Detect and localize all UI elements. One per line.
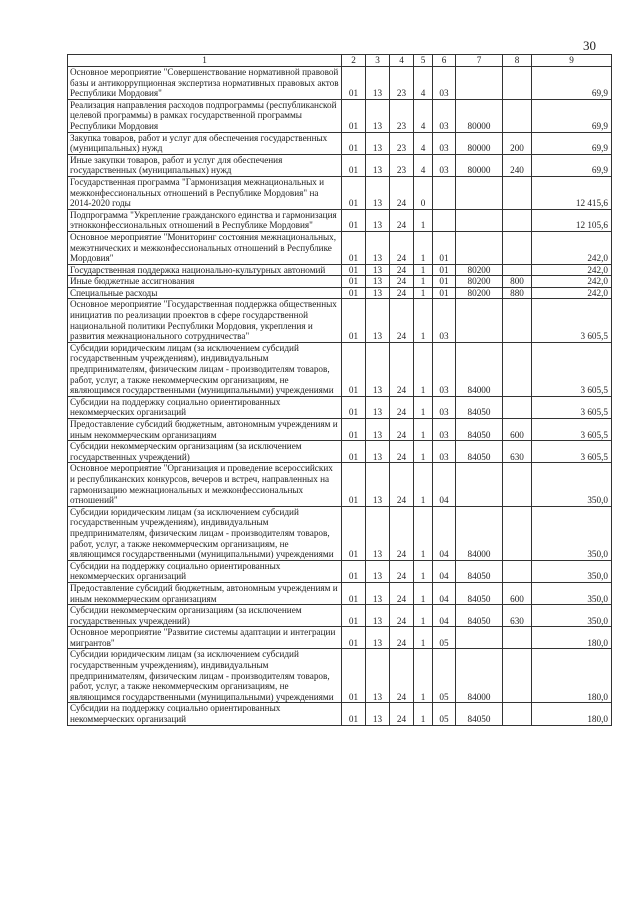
code-activity: 01 xyxy=(433,231,456,264)
code-subprogram: 1 xyxy=(414,582,433,604)
table-row xyxy=(68,605,612,627)
table-row xyxy=(68,67,612,100)
row-name: Иные бюджетные ассигнования xyxy=(68,276,342,288)
code-activity: 04 xyxy=(433,560,456,582)
code-subsection: 13 xyxy=(366,299,390,342)
amount: 242,0 xyxy=(532,287,612,299)
code-section: 01 xyxy=(342,287,366,299)
amount: 12 415,6 xyxy=(532,176,612,209)
code-direction: 80200 xyxy=(456,264,503,276)
code-subprogram: 4 xyxy=(414,99,433,132)
table-row xyxy=(68,441,612,463)
code-section: 01 xyxy=(342,441,366,463)
row-name: Основное мероприятие "Развитие системы адаптации и интеграции мигрантов" xyxy=(68,627,342,649)
code-section: 01 xyxy=(342,132,366,154)
table-row xyxy=(68,627,612,649)
code-section: 01 xyxy=(342,649,366,703)
code-direction: 84050 xyxy=(456,605,503,627)
code-section: 01 xyxy=(342,264,366,276)
table-row xyxy=(68,276,612,288)
code-subprogram: 0 xyxy=(414,176,433,209)
col-header: 5 xyxy=(414,55,433,67)
amount: 3 605,5 xyxy=(532,299,612,342)
amount: 69,9 xyxy=(532,132,612,154)
row-name: Государственная поддержка национально-культурных автономий xyxy=(68,264,342,276)
code-section: 01 xyxy=(342,209,366,231)
code-direction: 84050 xyxy=(456,560,503,582)
amount: 3 605,5 xyxy=(532,419,612,441)
code-expense-type xyxy=(503,99,532,132)
code-section: 01 xyxy=(342,560,366,582)
amount: 69,9 xyxy=(532,99,612,132)
code-direction xyxy=(456,299,503,342)
code-subsection: 13 xyxy=(366,582,390,604)
code-subsection: 13 xyxy=(366,396,390,418)
table-row xyxy=(68,99,612,132)
code-subprogram: 1 xyxy=(414,703,433,725)
code-subprogram: 1 xyxy=(414,441,433,463)
code-expense-type: 240 xyxy=(503,154,532,176)
code-program: 24 xyxy=(390,649,414,703)
col-header: 2 xyxy=(342,55,366,67)
code-subprogram: 1 xyxy=(414,506,433,560)
code-activity: 03 xyxy=(433,396,456,418)
code-section: 01 xyxy=(342,703,366,725)
budget-table xyxy=(67,54,612,726)
table-row xyxy=(68,560,612,582)
code-subprogram: 1 xyxy=(414,231,433,264)
amount: 242,0 xyxy=(532,264,612,276)
amount: 3 605,5 xyxy=(532,396,612,418)
code-subprogram: 1 xyxy=(414,627,433,649)
code-subsection: 13 xyxy=(366,176,390,209)
code-expense-type xyxy=(503,67,532,100)
code-section: 01 xyxy=(342,342,366,396)
code-subsection: 13 xyxy=(366,419,390,441)
code-direction: 84000 xyxy=(456,342,503,396)
col-header: 3 xyxy=(366,55,390,67)
row-name: Субсидии на поддержку социально ориентированных некоммерческих организаций xyxy=(68,703,342,725)
code-activity: 04 xyxy=(433,463,456,506)
code-section: 01 xyxy=(342,627,366,649)
table-row xyxy=(68,506,612,560)
row-name: Субсидии некоммерческим организациям (за исключением государственных учреждений) xyxy=(68,605,342,627)
code-subprogram: 1 xyxy=(414,649,433,703)
row-name: Основное мероприятие "Государственная поддержка общественных инициатив по реализации проектов в сфере государственной национальной политики Республики Мордовия, укрепления и развития межнационального сотрудничества" xyxy=(68,299,342,342)
code-activity: 04 xyxy=(433,605,456,627)
code-expense-type xyxy=(503,342,532,396)
row-name: Государственная программа "Гармонизация межнациональных и межконфессиональных отношений в Республике Мордовия" на 2014-2020 годы xyxy=(68,176,342,209)
code-subsection: 13 xyxy=(366,99,390,132)
code-program: 24 xyxy=(390,419,414,441)
code-program: 24 xyxy=(390,276,414,288)
code-subsection: 13 xyxy=(366,67,390,100)
code-activity xyxy=(433,209,456,231)
row-name: Закупка товаров, работ и услуг для обеспечения государственных (муниципальных) нужд xyxy=(68,132,342,154)
code-section: 01 xyxy=(342,299,366,342)
code-direction: 84050 xyxy=(456,582,503,604)
code-section: 01 xyxy=(342,154,366,176)
code-subsection: 13 xyxy=(366,287,390,299)
code-section: 01 xyxy=(342,463,366,506)
code-subsection: 13 xyxy=(366,154,390,176)
code-subsection: 13 xyxy=(366,276,390,288)
code-subsection: 13 xyxy=(366,627,390,649)
code-direction: 80000 xyxy=(456,132,503,154)
col-header: 6 xyxy=(433,55,456,67)
code-program: 23 xyxy=(390,132,414,154)
code-activity: 03 xyxy=(433,132,456,154)
code-section: 01 xyxy=(342,67,366,100)
code-program: 24 xyxy=(390,396,414,418)
col-header: 8 xyxy=(503,55,532,67)
code-activity: 01 xyxy=(433,276,456,288)
code-section: 01 xyxy=(342,396,366,418)
code-subprogram: 1 xyxy=(414,605,433,627)
col-header: 1 xyxy=(68,55,342,67)
amount: 69,9 xyxy=(532,67,612,100)
code-subprogram: 1 xyxy=(414,264,433,276)
code-subsection: 13 xyxy=(366,560,390,582)
code-expense-type xyxy=(503,231,532,264)
code-activity: 03 xyxy=(433,154,456,176)
code-subsection: 13 xyxy=(366,264,390,276)
table-row xyxy=(68,231,612,264)
table-row xyxy=(68,287,612,299)
code-direction: 80000 xyxy=(456,154,503,176)
page-number: 30 xyxy=(583,38,596,53)
row-name: Субсидии на поддержку социально ориентированных некоммерческих организаций xyxy=(68,396,342,418)
code-subprogram: 4 xyxy=(414,67,433,100)
amount: 3 605,5 xyxy=(532,441,612,463)
code-program: 24 xyxy=(390,627,414,649)
row-name: Основное мероприятие "Совершенствование нормативной правовой базы и антикоррупционная экспертиза нормативных правовых актов Республики Мордовия" xyxy=(68,67,342,100)
col-header: 9 xyxy=(532,55,612,67)
code-subprogram: 1 xyxy=(414,209,433,231)
amount: 3 605,5 xyxy=(532,342,612,396)
row-name: Субсидии юридическим лицам (за исключением субсидий государственным учреждениям), индивидуальным предпринимателям, физическим лицам - производителям товаров, работ, услуг, а также некоммерческим организациям, не являющимся государственными (муниципальными) учреждениями xyxy=(68,649,342,703)
code-direction xyxy=(456,67,503,100)
table-row xyxy=(68,703,612,725)
row-name: Основное мероприятие "Организация и проведение всероссийских и республиканских конкурсов, вечеров и встреч, направленных на гармонизацию межнациональных и межконфессиональных отношений" xyxy=(68,463,342,506)
code-activity: 03 xyxy=(433,419,456,441)
code-expense-type xyxy=(503,560,532,582)
code-program: 23 xyxy=(390,67,414,100)
code-subprogram: 1 xyxy=(414,299,433,342)
code-subsection: 13 xyxy=(366,605,390,627)
code-section: 01 xyxy=(342,99,366,132)
code-section: 01 xyxy=(342,605,366,627)
row-name: Субсидии некоммерческим организациям (за исключением государственных учреждений) xyxy=(68,441,342,463)
table-row xyxy=(68,582,612,604)
code-section: 01 xyxy=(342,419,366,441)
table-row xyxy=(68,176,612,209)
code-direction: 84000 xyxy=(456,649,503,703)
amount: 180,0 xyxy=(532,627,612,649)
amount: 242,0 xyxy=(532,276,612,288)
code-expense-type xyxy=(503,299,532,342)
code-subsection: 13 xyxy=(366,132,390,154)
code-expense-type: 800 xyxy=(503,276,532,288)
row-name: Реализация направления расходов подпрограммы (республиканской целевой программы) в рамках государственной программы Республики Мордовия xyxy=(68,99,342,132)
code-direction: 84050 xyxy=(456,396,503,418)
code-section: 01 xyxy=(342,276,366,288)
row-name: Предоставление субсидий бюджетным, автономным учреждениям и иным некоммерческим организациям xyxy=(68,582,342,604)
code-subprogram: 1 xyxy=(414,276,433,288)
code-activity xyxy=(433,176,456,209)
code-direction: 84050 xyxy=(456,441,503,463)
code-activity: 01 xyxy=(433,287,456,299)
code-program: 24 xyxy=(390,231,414,264)
header-row xyxy=(68,55,612,67)
code-subsection: 13 xyxy=(366,231,390,264)
code-subprogram: 4 xyxy=(414,132,433,154)
code-direction: 80200 xyxy=(456,287,503,299)
code-activity: 03 xyxy=(433,299,456,342)
code-subsection: 13 xyxy=(366,703,390,725)
code-expense-type xyxy=(503,396,532,418)
code-expense-type xyxy=(503,176,532,209)
code-subsection: 13 xyxy=(366,209,390,231)
code-direction xyxy=(456,209,503,231)
code-program: 24 xyxy=(390,342,414,396)
table-row xyxy=(68,264,612,276)
code-activity: 04 xyxy=(433,582,456,604)
code-subprogram: 1 xyxy=(414,560,433,582)
table-row xyxy=(68,649,612,703)
code-expense-type xyxy=(503,649,532,703)
amount: 350,0 xyxy=(532,463,612,506)
amount: 350,0 xyxy=(532,605,612,627)
code-expense-type xyxy=(503,463,532,506)
code-subsection: 13 xyxy=(366,506,390,560)
code-program: 24 xyxy=(390,506,414,560)
row-name: Основное мероприятие "Мониторинг состояния межнациональных, межэтнических и межконфессиональных отношений в Республике Мордовия" xyxy=(68,231,342,264)
code-activity: 05 xyxy=(433,627,456,649)
code-program: 24 xyxy=(390,209,414,231)
table-row xyxy=(68,132,612,154)
amount: 180,0 xyxy=(532,649,612,703)
code-program: 24 xyxy=(390,176,414,209)
code-direction: 84050 xyxy=(456,419,503,441)
code-expense-type xyxy=(503,209,532,231)
code-program: 23 xyxy=(390,154,414,176)
code-program: 24 xyxy=(390,703,414,725)
table-row xyxy=(68,396,612,418)
code-section: 01 xyxy=(342,176,366,209)
code-activity: 03 xyxy=(433,99,456,132)
row-name: Субсидии на поддержку социально ориентированных некоммерческих организаций xyxy=(68,560,342,582)
amount: 180,0 xyxy=(532,703,612,725)
code-activity: 05 xyxy=(433,649,456,703)
table-row xyxy=(68,154,612,176)
code-direction: 84000 xyxy=(456,506,503,560)
amount: 69,9 xyxy=(532,154,612,176)
code-activity: 03 xyxy=(433,441,456,463)
row-name: Подпрограмма "Укрепление гражданского единства и гармонизация этнокконфессиональных отношений в Республике Мордовия" xyxy=(68,209,342,231)
code-expense-type: 600 xyxy=(503,419,532,441)
code-activity: 05 xyxy=(433,703,456,725)
code-subsection: 13 xyxy=(366,463,390,506)
code-program: 24 xyxy=(390,264,414,276)
table-row xyxy=(68,463,612,506)
code-section: 01 xyxy=(342,582,366,604)
amount: 350,0 xyxy=(532,506,612,560)
code-subprogram: 1 xyxy=(414,396,433,418)
code-subsection: 13 xyxy=(366,441,390,463)
code-section: 01 xyxy=(342,231,366,264)
row-name: Специальные расходы xyxy=(68,287,342,299)
code-expense-type: 200 xyxy=(503,132,532,154)
amount: 350,0 xyxy=(532,560,612,582)
code-subprogram: 1 xyxy=(414,342,433,396)
code-subprogram: 1 xyxy=(414,287,433,299)
code-direction: 80200 xyxy=(456,276,503,288)
code-expense-type: 630 xyxy=(503,605,532,627)
code-program: 24 xyxy=(390,560,414,582)
table-row xyxy=(68,299,612,342)
code-activity: 03 xyxy=(433,67,456,100)
code-direction xyxy=(456,231,503,264)
code-direction xyxy=(456,463,503,506)
code-subprogram: 4 xyxy=(414,154,433,176)
code-expense-type: 630 xyxy=(503,441,532,463)
code-program: 24 xyxy=(390,582,414,604)
row-name: Иные закупки товаров, работ и услуг для обеспечения государственных (муниципальных) нужд xyxy=(68,154,342,176)
amount: 12 105,6 xyxy=(532,209,612,231)
table-row xyxy=(68,419,612,441)
code-direction: 80000 xyxy=(456,99,503,132)
code-program: 24 xyxy=(390,605,414,627)
col-header: 4 xyxy=(390,55,414,67)
code-subprogram: 1 xyxy=(414,463,433,506)
code-activity: 03 xyxy=(433,342,456,396)
code-activity: 01 xyxy=(433,264,456,276)
table-row xyxy=(68,209,612,231)
amount: 350,0 xyxy=(532,582,612,604)
col-header: 7 xyxy=(456,55,503,67)
code-expense-type: 880 xyxy=(503,287,532,299)
code-expense-type xyxy=(503,506,532,560)
code-section: 01 xyxy=(342,506,366,560)
row-name: Субсидии юридическим лицам (за исключением субсидий государственным учреждениям), индивидуальным предпринимателям, физическим лицам - производителям товаров, работ, услуг, а также некоммерческим организациям, не являющимся государственными (муниципальными) учреждениями xyxy=(68,342,342,396)
row-name: Предоставление субсидий бюджетным, автономным учреждениям и иным некоммерческим организациям xyxy=(68,419,342,441)
code-program: 23 xyxy=(390,99,414,132)
code-program: 24 xyxy=(390,441,414,463)
table-row xyxy=(68,342,612,396)
row-name: Субсидии юридическим лицам (за исключением субсидий государственным учреждениям), индивидуальным предпринимателям, физическим лицам - производителям товаров, работ, услуг, а также некоммерческим организациям, не являющимся государственными (муниципальными) учреждениями xyxy=(68,506,342,560)
code-expense-type xyxy=(503,703,532,725)
code-direction: 84050 xyxy=(456,703,503,725)
code-expense-type xyxy=(503,264,532,276)
code-subprogram: 1 xyxy=(414,419,433,441)
code-subsection: 13 xyxy=(366,649,390,703)
code-direction xyxy=(456,176,503,209)
code-program: 24 xyxy=(390,463,414,506)
code-expense-type: 600 xyxy=(503,582,532,604)
code-subsection: 13 xyxy=(366,342,390,396)
code-direction xyxy=(456,627,503,649)
code-expense-type xyxy=(503,627,532,649)
amount: 242,0 xyxy=(532,231,612,264)
code-program: 24 xyxy=(390,287,414,299)
code-activity: 04 xyxy=(433,506,456,560)
code-program: 24 xyxy=(390,299,414,342)
